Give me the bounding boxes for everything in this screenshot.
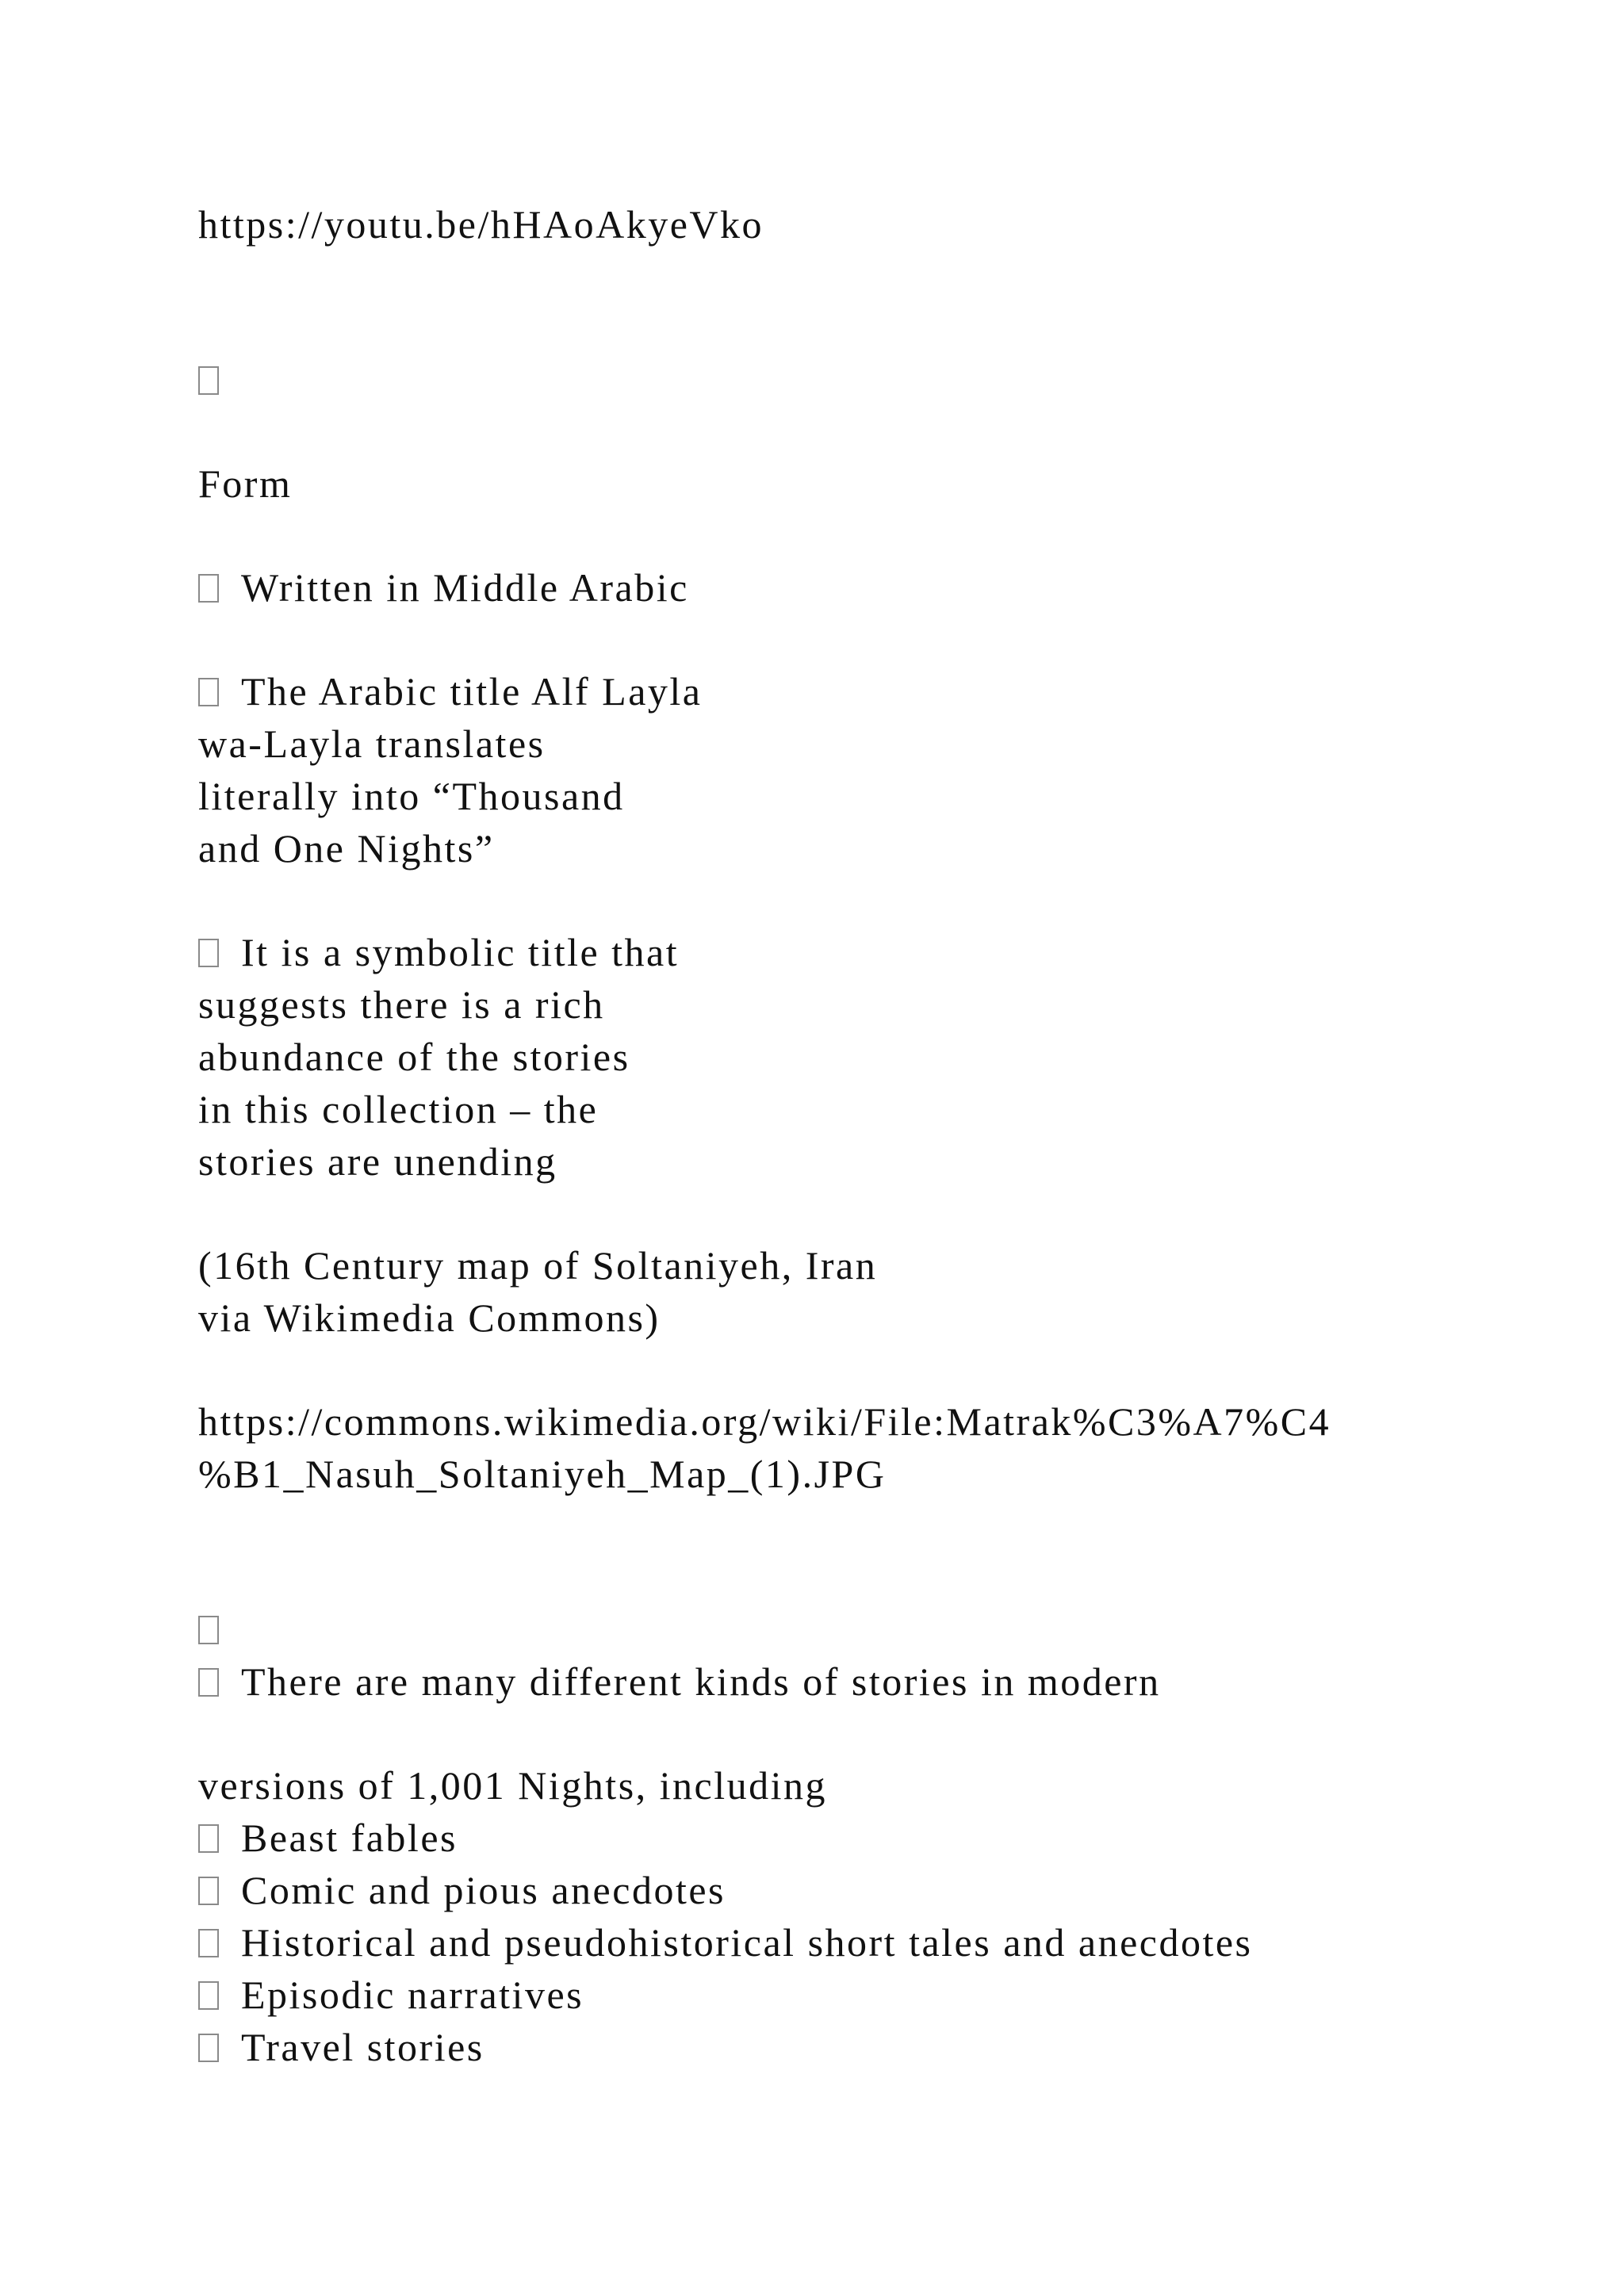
- form-point-text: Written in Middle Arabic: [241, 565, 689, 610]
- form-point-3-line-2: suggests there is a rich: [198, 982, 605, 1027]
- kinds-intro-line-1: [198, 1655, 1161, 1708]
- caption-line-1: (16th Century map of Soltaniyeh, Iran: [198, 1243, 878, 1288]
- form-point-3-line-1: [198, 926, 679, 978]
- missing-glyph-icon: [198, 1981, 219, 2010]
- form-point-2-line-3: literally into “Thousand: [198, 774, 625, 818]
- wikimedia-link-line-2[interactable]: [198, 1448, 886, 1500]
- list-item: [198, 1916, 1253, 1969]
- missing-glyph-icon: [198, 1668, 219, 1697]
- list-item-text: Travel stories: [241, 2025, 485, 2069]
- empty-bullet-row: [198, 1603, 219, 1655]
- form-point-1-line-1: [198, 561, 689, 614]
- list-item: [198, 2021, 485, 2073]
- section-heading: Form: [198, 461, 293, 506]
- caption-line-2: via Wikimedia Commons): [198, 1295, 661, 1340]
- missing-glyph-icon: [198, 574, 219, 603]
- form-point-3-line-4: in this collection – the: [198, 1087, 599, 1131]
- form-point-2-line-4: and One Nights”: [198, 826, 495, 871]
- list-item-text: Beast fables: [241, 1816, 458, 1860]
- missing-glyph-icon: [198, 1929, 219, 1957]
- missing-glyph-icon: [198, 1877, 219, 1905]
- form-point-2-line-1: [198, 665, 702, 718]
- form-point-2-line-2: wa-Layla translates: [198, 721, 546, 766]
- list-item-text: Comic and pious anecdotes: [241, 1868, 726, 1912]
- wikimedia-link-text[interactable]: %B1_Nasuh_Soltaniyeh_Map_(1).JPG: [198, 1452, 887, 1496]
- missing-glyph-icon: [198, 366, 219, 395]
- kinds-intro-text: There are many different kinds of stories in modern: [241, 1659, 1161, 1704]
- missing-glyph-icon: [198, 2034, 219, 2062]
- youtube-link[interactable]: [198, 198, 764, 251]
- kinds-intro-line-2: versions of 1,001 Nights, including: [198, 1763, 828, 1808]
- form-point-text: The Arabic title Alf Layla: [241, 669, 703, 714]
- list-item: [198, 1864, 726, 1916]
- form-point-3-line-5: stories are unending: [198, 1139, 557, 1184]
- wikimedia-link-line-1[interactable]: [198, 1395, 1331, 1448]
- youtube-link-text[interactable]: https://youtu.be/hHAoAkyeVko: [198, 202, 764, 247]
- wikimedia-link-text[interactable]: https://commons.wikimedia.org/wiki/File:Matrak%C3%A7%C4: [198, 1399, 1331, 1444]
- missing-glyph-icon: [198, 1616, 219, 1644]
- empty-bullet-row: [198, 354, 219, 406]
- missing-glyph-icon: [198, 939, 219, 967]
- list-item: [198, 1812, 458, 1864]
- list-item: [198, 1969, 584, 2021]
- missing-glyph-icon: [198, 1824, 219, 1853]
- list-item-text: Historical and pseudohistorical short tales and anecdotes: [241, 1920, 1253, 1965]
- form-point-text: It is a symbolic title that: [241, 930, 680, 974]
- missing-glyph-icon: [198, 678, 219, 706]
- form-point-3-line-3: abundance of the stories: [198, 1035, 630, 1079]
- list-item-text: Episodic narratives: [241, 1973, 584, 2017]
